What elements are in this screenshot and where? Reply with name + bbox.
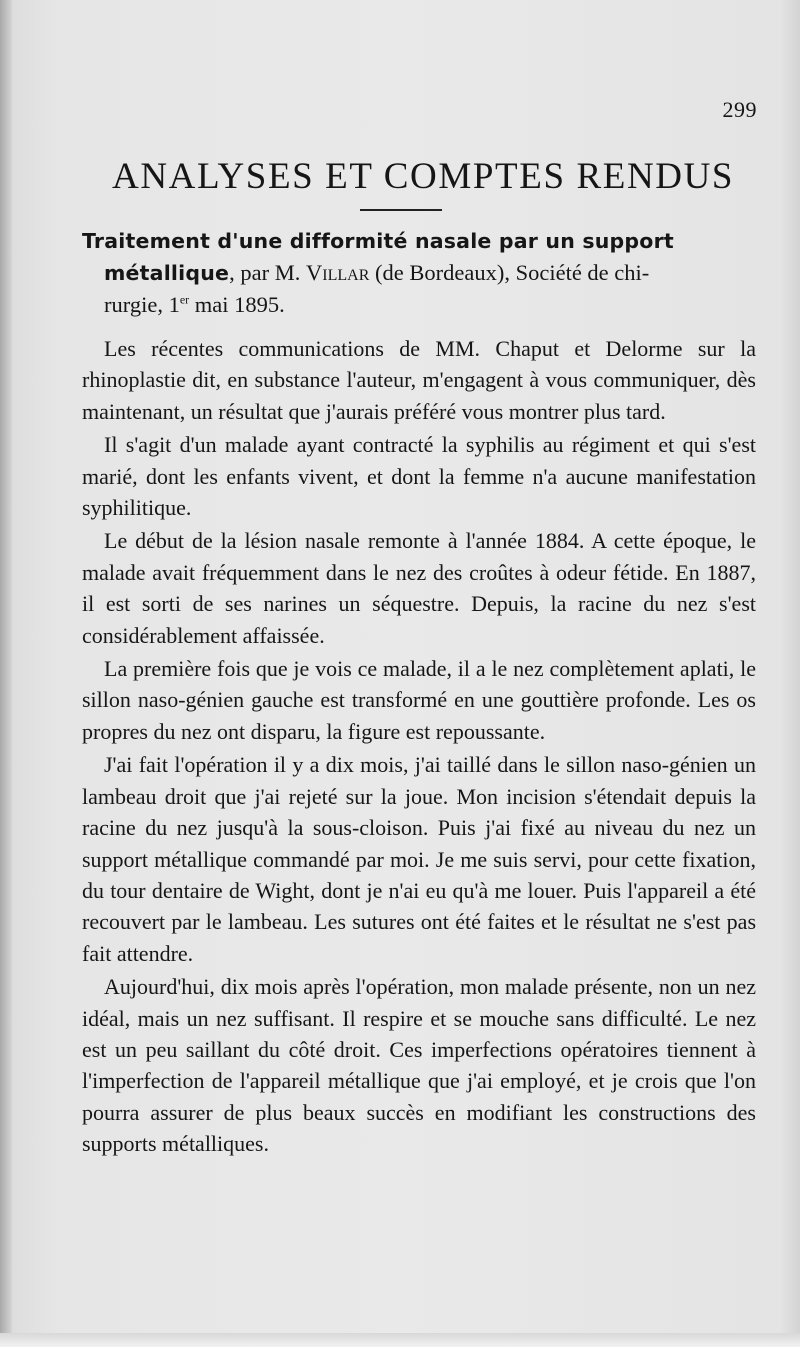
article-author: Villar [306,260,370,285]
paragraph: J'ai fait l'opération il y a dix mois, j'ai taillé dans le sillon naso-génien un lambeau droit que j'ai rejeté sur la joue. Mon incision s'étendait depuis la racine du nez jusqu'à la sous-cloison. Puis j'ai fixé au niveau du nez un support métallique commandé par moi. Je me suis servi, pour cette fixation, du tour dentaire de Wight, dont je n'ai eu qu'à me louer. Puis l'appareil a été recouvert par le lambeau. Les sutures ont été faites et le résultat ne s'est pas fait attendre. [82,752,756,966]
page-gutter-shadow [0,0,12,1347]
article-by: , par M. [229,260,301,285]
page-number: 299 [722,97,757,122]
title-divider [360,209,442,211]
article-heading [82,225,756,320]
article-title-line-2: métallique [104,261,230,285]
article-date-rest: mai 1895. [194,292,285,317]
paragraph: Le début de la lésion nasale remonte à l'année 1884. A cette époque, le malade avait fréquemment dans le nez des croûtes à odeur fétide. En 1887, il est sorti de ses narines un séquestre. Depuis, la racine du nez s'est considérablement affaissée. [82,528,756,648]
paragraph: Aujourd'hui, dix mois après l'opération, mon malade présente, non un nez idéal, mais un nez suffisant. Il respire et se mouche sans difficulté. Le nez est un peu saillant du côté droit. Ces imperfections opératoires tiennent à l'imperfection de l'appareil métallique que j'ai employé, et je crois que l'on pourra assurer de plus beaux succès en modifiant les constructions des supports métalliques. [82,974,756,1157]
section-title: ANALYSES ET COMPTES RENDUS [112,156,735,197]
paragraph: Il s'agit d'un malade ayant contracté la syphilis au régiment et qui s'est marié, dont les enfants vivent, et dont la femme n'a aucune manifestation syphilitique. [82,432,756,521]
article-source: rurgie, [104,292,163,317]
page-bottom-edge [0,1333,800,1347]
article-title-line-1: Traitement d'une difformité nasale par un support [82,229,674,253]
article-date-day: 1 [168,292,180,317]
article-origin: (de Bordeaux), Société de chi- [375,260,650,285]
article-body [82,333,756,1160]
article-date-sup: er [179,292,190,307]
paragraph: La première fois que je vois ce malade, il a le nez complètement aplati, le sillon naso-génien gauche est transformé en une gouttière profonde. Les os propres du nez ont disparu, la figure est repoussante. [82,656,756,744]
paragraph: Les récentes communications de MM. Chaput et Delorme sur la rhinoplastie dit, en substance l'auteur, m'engagent à vous communiquer, dès maintenant, un résultat que j'aurais préféré vous montrer plus tard. [82,336,756,424]
